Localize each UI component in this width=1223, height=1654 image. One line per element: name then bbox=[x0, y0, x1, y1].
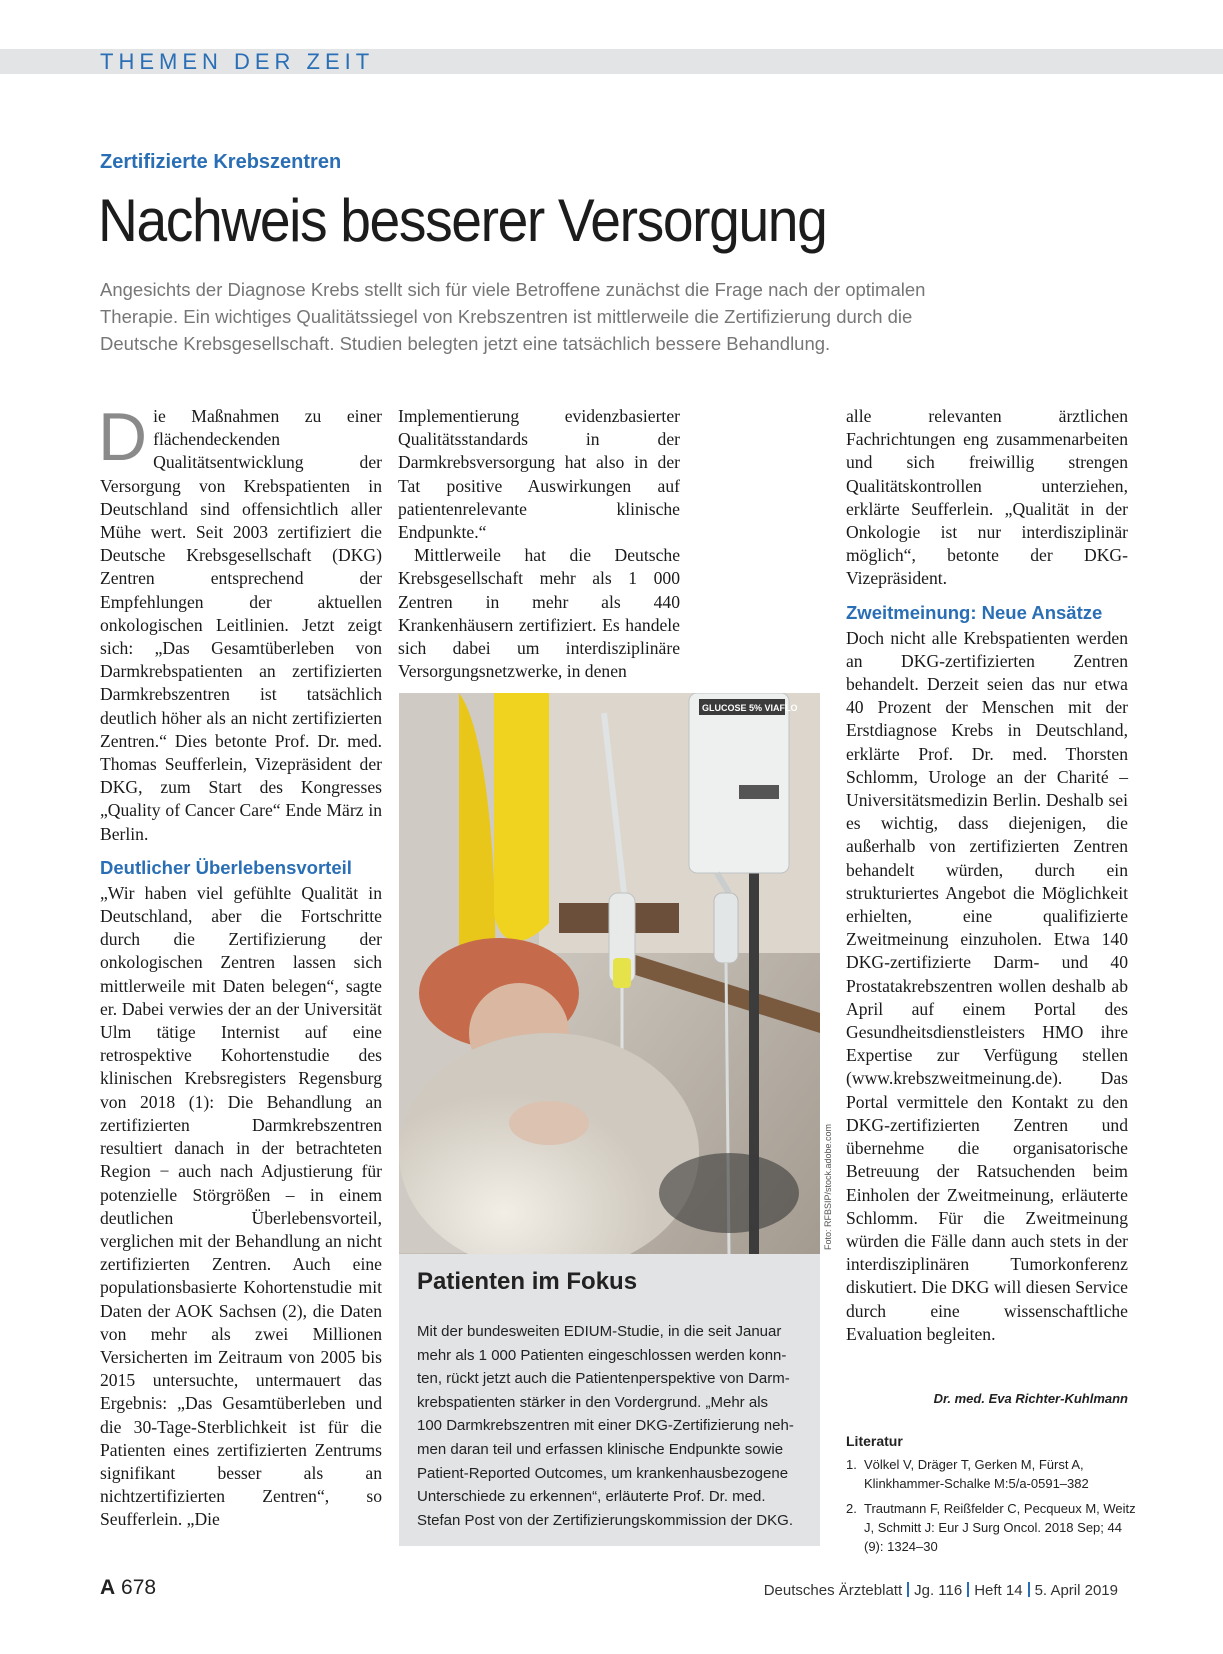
info-box-line: Mit der bundesweiten EDIUM-Studie, in die seit Januar bbox=[417, 1323, 782, 1340]
subheading-second-opinion: Zweitmeinung: Neue Ansätze bbox=[846, 601, 1103, 623]
info-box-line: men daran teil und erfassen klinische Endpunkte sowie bbox=[417, 1440, 784, 1458]
info-box-line: krebspatienten stärker in den Vordergrund. „Mehr als bbox=[417, 1393, 769, 1411]
intro-paragraph bbox=[98, 399, 382, 846]
literature-text: Völkel V, Dräger T, Gerken M, Fürst A, Klinkhammer-Schalke M:5/a-0591–382 bbox=[864, 1457, 1089, 1491]
journal-issue: Heft 14 bbox=[974, 1582, 1023, 1599]
journal-footer bbox=[764, 1582, 1118, 1599]
info-box bbox=[399, 1254, 820, 1546]
literature-text: Trautmann F, Reißfelder C, Pecqueux M, Weitz J, Schmitt J: Eur J Surg Oncol. 2018 Sep; 44 (9): 1324–30 bbox=[864, 1501, 1136, 1554]
body-paragraph: „Wir haben viel gefühlte Qualität in Deutschland, aber die Fortschritte durch die Zertifizierung der onkologischen Zentren lassen sich mittlerweile mit Daten belegen“, sagte er. Dabei verwies der an der Universität Ulm tätige Internist auf eine retrospektive Kohortenstudie des klinischen Krebsregisters Regensburg von 2018 (1): Die Behandlung an zertifizierten Darmkrebszentren resultiert danach in der betrachteten Region − auch nach Adjustierung für potenzielle Störgrößen – in einem deutlichen Überlebensvorteil, verglichen mit der Behandlung an nicht zertifizierten Zentren. Auch eine populationsbasierte Kohortenstudie mit Daten der AOK Sachsen (2), die Daten von mehr als zwei Millionen Versicherten im Zeitraum von 2005 bis 2015 untersuchte, untermauert das Ergebnis: „Das Gesamtüberleben und die 30-Tage-Sterblichkeit ist für die Patienten eines zertifizierten Zentrums signifikant besser als an nichtzertifizierten Zentren“, so Seufferlein. „Die bbox=[100, 882, 382, 1530]
article-kicker: Zertifizierte Krebszentren bbox=[100, 151, 342, 173]
page-prefix: A bbox=[100, 1576, 116, 1599]
literature-number: 2. bbox=[846, 1501, 857, 1516]
article-headline: Nachweis besserer Versorgung bbox=[98, 187, 827, 254]
footer-separator bbox=[907, 1582, 909, 1597]
info-box-title: Patienten im Fokus bbox=[417, 1268, 638, 1295]
page-number-value: 678 bbox=[121, 1576, 157, 1599]
body-paragraph: Mittlerweile hat die Deutsche Krebsgesellschaft mehr als 1 000 Zentren in mehr als 440 Krankenhäusern zertifiziert. Es handele sich dabei um interdisziplinäre Versorgungsnetzwerke, in denen bbox=[398, 545, 680, 682]
info-box-line: 100 Darmkrebszentren mit einer DKG-Zertifizierung neh- bbox=[417, 1417, 794, 1435]
literature-list bbox=[846, 1455, 1136, 1562]
infusion-photo-illustration bbox=[399, 693, 820, 1254]
journal-name: Deutsches Ärzteblatt bbox=[763, 1582, 903, 1599]
journal-volume: Jg. 116 bbox=[914, 1582, 963, 1599]
body-paragraph: alle relevanten ärztlichen Fachrichtungen eng zusammenarbeiten und sich freiwillig strengen Qualitätskontrollen unterziehen, erklärte Seufferlein. „Qualität in der Onkologie ist nur interdisziplinär möglich“, betonte der DKG-Vizepräsident. bbox=[846, 406, 1128, 589]
literature-number: 1. bbox=[846, 1457, 857, 1472]
text-column-1 bbox=[98, 399, 382, 1532]
subheading-survival: Deutlicher Überlebensvorteil bbox=[100, 856, 352, 878]
article-photo bbox=[399, 693, 820, 1254]
lead-line: Deutsche Krebsgesellschaft. Studien belegten jetzt eine tatsächlich bessere Behandlung. bbox=[100, 333, 831, 354]
journal-date: 5. April 2019 bbox=[1034, 1582, 1118, 1599]
info-box-line: Stefan Post von der Zertifizierungskommission der DKG. bbox=[417, 1511, 793, 1529]
article-lead bbox=[100, 276, 1000, 357]
lead-line: Therapie. Ein wichtiges Qualitätssiegel von Krebszentren ist mittlerweile die Zertifizierung durch die bbox=[100, 306, 913, 327]
page-number bbox=[100, 1576, 156, 1600]
info-box-line: ten, rückt jetzt auch die Patientenperspektive von Darm- bbox=[417, 1370, 790, 1388]
text-column-3 bbox=[846, 405, 1128, 1346]
literature-heading: Literatur bbox=[846, 1433, 903, 1449]
info-box-line: Unterschiede zu erkennen“, erläuterte Prof. Dr. med. bbox=[417, 1488, 766, 1506]
footer-separator bbox=[967, 1582, 969, 1597]
intro-text: ie Maßnahmen zu einer flächendeckenden Qualitätsentwicklung der Versorgung von Krebspatienten in Deutschland sind offensichtlich aller Mühe wert. Seit 2003 zertifiziert die Deutsche Krebsgesellschaft (DKG) Zentren entsprechend der Empfehlungen der aktuellen onkologischen Leitlinien. Jetzt zeigt sich: „Das Gesamtüberleben von Darmkrebspatienten an zertifizierten Darmkrebszentren ist tatsächlich deutlich höher als an nicht zertifizierten Zentren.“ Dies betonte Prof. Dr. med. Thomas Seufferlein, Vizepräsident der DKG, zum Start des Kongresses „Quality of Cancer Care“ Ende März in Berlin. bbox=[100, 406, 382, 844]
lead-line: Angesichts der Diagnose Krebs stellt sich für viele Betroffene zunächst die Frage nach der optimalen bbox=[100, 279, 926, 300]
info-box-line: mehr als 1 000 Patienten eingeschlossen werden konn- bbox=[417, 1346, 787, 1364]
info-box-line: Patient-Reported Outcomes, um krankenhausbezogene bbox=[417, 1464, 789, 1482]
info-box-text bbox=[417, 1320, 807, 1532]
photo-credit: Foto: RFBSIP/stock.adobe.com bbox=[823, 1123, 833, 1250]
drop-cap: D bbox=[98, 399, 148, 475]
body-paragraph: Doch nicht alle Krebspatienten werden an DKG-zertifizierten Zentren behandelt. Derzeit seien das nur etwa 40 Prozent der Menschen mit der Erstdiagnose Krebs in Deutschland, erklärte Prof. Dr. med. Thorsten Schlomm, Urologe an der Charité – Universitätsmedizin Berlin. Deshalb sei es wichtig, dass diejenigen, die außerhalb von zertifizierten Zentren behandelt würden, durch ein strukturiertes Angebot die Möglichkeit erhielten, eine qualifizierte Zweitmeinung einzuholen. Etwa 140 DKG-zertifizierte Darm- und 40 Prostatakrebszentren wollen deshalb ab April auf einem Portal des Gesundheitsdienstleisters HMO ihre Expertise zur Verfügung stellen (www.krebszweitmeinung.de). Das Portal vermittele den Kontakt zu den DKG-zertifizierten Zentren und übernehme die organisatorische Betreuung der Ratsuchenden beim Einholen der Zweitmeinung, erläuterte Schlomm. Für die Zweitmeinung würden die Fälle dann auch stets in der interdisziplinären Tumorkonferenz diskutiert. Die DKG will diesen Service durch eine wissenschaftliche Evaluation begleiten. bbox=[846, 627, 1128, 1344]
text-column-2 bbox=[398, 405, 680, 683]
author-byline: Dr. med. Eva Richter-Kuhlmann bbox=[933, 1391, 1128, 1406]
footer-separator bbox=[1028, 1582, 1030, 1597]
glucose-label: GLUCOSE 5% VIAFLO bbox=[702, 703, 798, 713]
section-label: THEMEN DER ZEIT bbox=[100, 49, 375, 74]
body-paragraph: Implementierung evidenzbasierter Qualitätsstandards in der Darmkrebsversorgung hat also in der Tat positive Auswirkungen auf patientenrelevante klinische Endpunkte.“ bbox=[398, 406, 680, 543]
literature-item bbox=[846, 1455, 1136, 1493]
literature-item bbox=[846, 1499, 1136, 1556]
